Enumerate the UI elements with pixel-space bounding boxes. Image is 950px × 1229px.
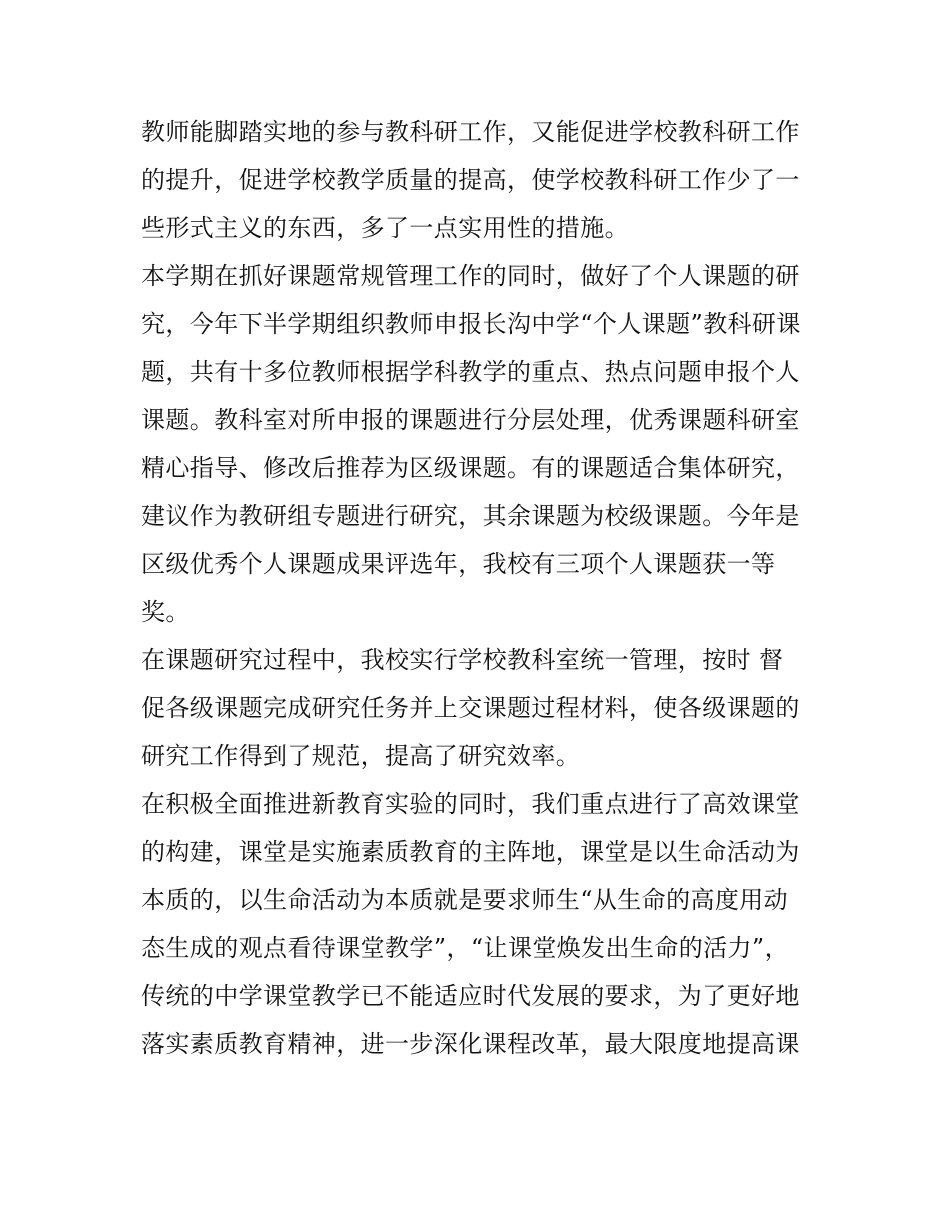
text-line: 传统的中学课堂教学已不能适应时代发展的要求，为了更好地 (141, 982, 800, 1010)
text-line: 本学期在抓好课题常规管理工作的同时，做好了个人课题的研 (141, 262, 800, 290)
text-line: 区级优秀个人课题成果评选年，我校有三项个人课题获一等 (141, 550, 776, 578)
text-line: 的提升，促进学校教学质量的提高，使学校教科研工作少了一 (141, 166, 800, 194)
text-line: 在课题研究过程中，我校实行学校教科室统一管理，按时 督 (141, 646, 784, 674)
text-line: 题，共有十多位教师根据学科教学的重点、热点问题申报个人 (141, 358, 800, 386)
text-line: 促各级课题完成研究任务并上交课题过程材料，使各级课题的 (141, 694, 800, 722)
text-line: 奖。 (141, 598, 190, 626)
text-line: 究，今年下半学期组织教师申报长沟中学“个人课题”教科研课 (141, 310, 801, 338)
text-line: 本质的，以生命活动为本质就是要求师生“从生命的高度用动 (141, 886, 789, 914)
text-line: 精心指导、修改后推荐为区级课题。有的课题适合集体研究， (141, 454, 800, 482)
text-line: 教师能脚踏实地的参与教科研工作，又能促进学校教科研工作 (141, 118, 800, 146)
text-line: 的构建，课堂是实施素质教育的主阵地，课堂是以生命活动为 (141, 838, 800, 866)
text-line: 课题。教科室对所申报的课题进行分层处理，优秀课题科研室 (141, 406, 800, 434)
text-line: 态生成的观点看待课堂教学”，“让课堂焕发出生命的活力”， (141, 934, 790, 962)
text-line: 建议作为教研组专题进行研究，其余课题为校级课题。今年是 (141, 502, 800, 530)
text-line: 落实素质教育精神，进一步深化课程改革，最大限度地提高课 (141, 1030, 800, 1058)
body-text (141, 108, 831, 1068)
text-line: 在积极全面推进新教育实验的同时，我们重点进行了高效课堂 (141, 790, 800, 818)
text-line: 些形式主义的东西，多了一点实用性的措施。 (141, 214, 629, 242)
text-line: 研究工作得到了规范，提高了研究效率。 (141, 742, 581, 770)
